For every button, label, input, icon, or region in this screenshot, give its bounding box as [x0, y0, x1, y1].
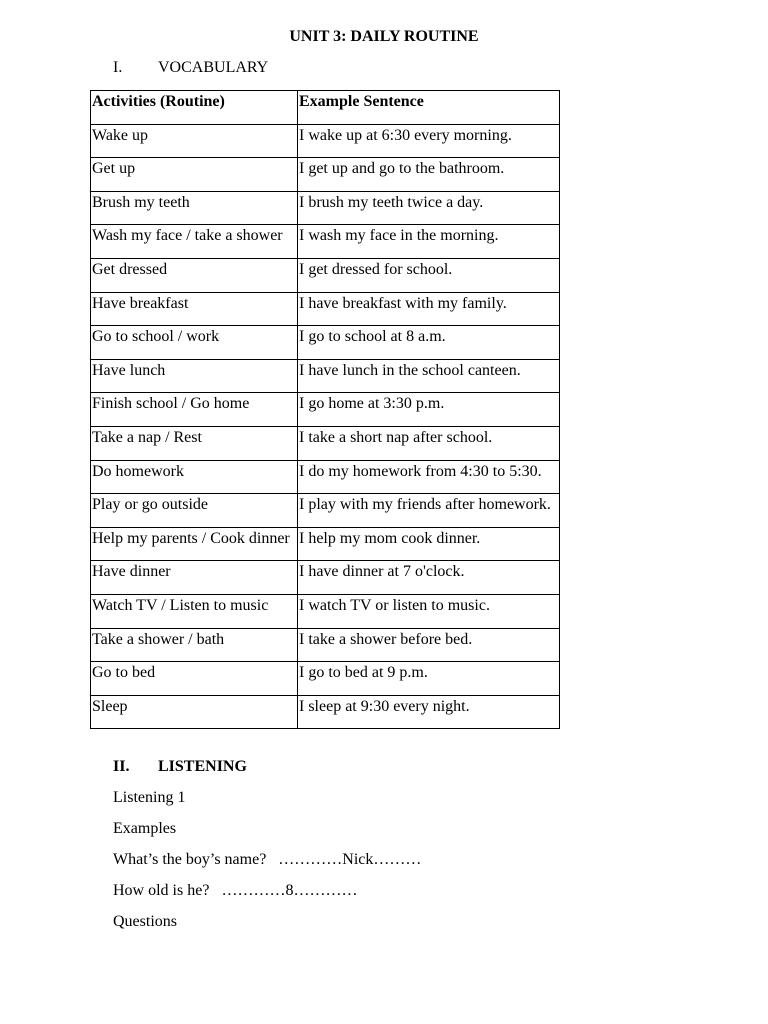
example-cell: I brush my teeth twice a day.	[298, 191, 560, 225]
activity-cell: Go to school / work	[91, 326, 298, 360]
example-cell: I play with my friends after homework.	[298, 494, 560, 528]
example-cell: I have lunch in the school canteen.	[298, 359, 560, 393]
table-row	[91, 426, 560, 460]
activity-cell: Have breakfast	[91, 292, 298, 326]
activity-cell: Finish school / Go home	[91, 393, 298, 427]
table-row	[91, 225, 560, 259]
table-header-row	[91, 91, 560, 125]
column-header-activities: Activities (Routine)	[91, 91, 298, 125]
table-row	[91, 527, 560, 561]
example-cell: I go home at 3:30 p.m.	[298, 393, 560, 427]
table-row	[91, 460, 560, 494]
activity-cell: Take a shower / bath	[91, 628, 298, 662]
activity-cell: Watch TV / Listen to music	[91, 594, 298, 628]
column-header-example: Example Sentence	[298, 91, 560, 125]
example-cell: I go to bed at 9 p.m.	[298, 662, 560, 696]
activity-cell: Wake up	[91, 124, 298, 158]
examples-label: Examples	[113, 820, 177, 837]
section-number: I.	[113, 59, 123, 76]
table-row	[91, 359, 560, 393]
example-cell: I get dressed for school.	[298, 258, 560, 292]
example-question-2	[113, 882, 357, 900]
activity-cell: Take a nap / Rest	[91, 426, 298, 460]
example-cell: I wake up at 6:30 every morning.	[298, 124, 560, 158]
table-row	[91, 292, 560, 326]
listening-subtitle: Listening 1	[113, 789, 186, 806]
answer-text: …………8…………	[221, 882, 358, 899]
example-cell: I take a short nap after school.	[298, 426, 560, 460]
section-label: LISTENING	[158, 758, 247, 775]
activity-cell: Have lunch	[91, 359, 298, 393]
section-vocabulary-heading	[113, 59, 268, 77]
activity-cell: Sleep	[91, 695, 298, 729]
table-row	[91, 561, 560, 595]
section-number: II.	[113, 758, 130, 775]
table-row	[91, 628, 560, 662]
example-cell: I have breakfast with my family.	[298, 292, 560, 326]
section-listening-heading	[113, 758, 247, 776]
example-cell: I take a shower before bed.	[298, 628, 560, 662]
question-text: How old is he?	[113, 882, 210, 899]
example-cell: I help my mom cook dinner.	[298, 527, 560, 561]
activity-cell: Go to bed	[91, 662, 298, 696]
activity-cell: Wash my face / take a shower	[91, 225, 298, 259]
answer-text: …………Nick………	[278, 851, 422, 868]
example-cell: I watch TV or listen to music.	[298, 594, 560, 628]
example-cell: I go to school at 8 a.m.	[298, 326, 560, 360]
activity-cell: Brush my teeth	[91, 191, 298, 225]
table-row	[91, 393, 560, 427]
table-row	[91, 695, 560, 729]
table-row	[91, 158, 560, 192]
activity-cell: Get up	[91, 158, 298, 192]
example-cell: I have dinner at 7 o'clock.	[298, 561, 560, 595]
table-row	[91, 191, 560, 225]
activity-cell: Do homework	[91, 460, 298, 494]
activity-cell: Get dressed	[91, 258, 298, 292]
example-cell: I sleep at 9:30 every night.	[298, 695, 560, 729]
questions-label: Questions	[113, 913, 177, 930]
activity-cell: Help my parents / Cook dinner	[91, 527, 298, 561]
table-row	[91, 662, 560, 696]
table-row	[91, 258, 560, 292]
table-row	[91, 326, 560, 360]
example-cell: I get up and go to the bathroom.	[298, 158, 560, 192]
table-row	[91, 494, 560, 528]
table-row	[91, 124, 560, 158]
activity-cell: Play or go outside	[91, 494, 298, 528]
activity-cell: Have dinner	[91, 561, 298, 595]
table-row	[91, 594, 560, 628]
vocabulary-table	[90, 90, 560, 729]
section-label: VOCABULARY	[158, 59, 269, 76]
question-text: What’s the boy’s name?	[113, 851, 267, 868]
example-question-1	[113, 851, 421, 869]
example-cell: I wash my face in the morning.	[298, 225, 560, 259]
example-cell: I do my homework from 4:30 to 5:30.	[298, 460, 560, 494]
page-title: UNIT 3: DAILY ROUTINE	[289, 28, 479, 45]
